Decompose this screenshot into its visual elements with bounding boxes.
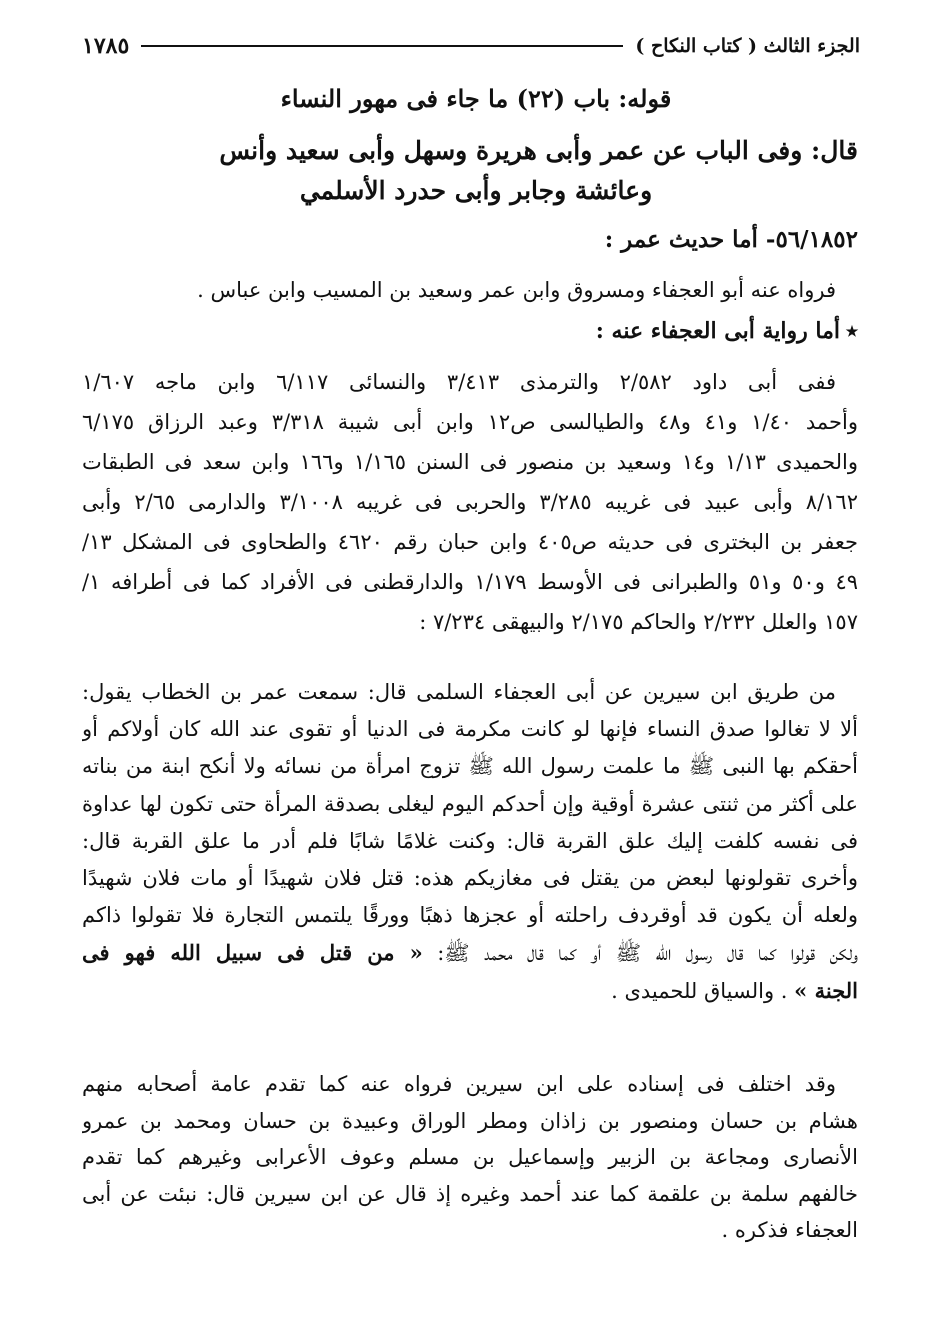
- chapter-heading: قوله: باب (٢٢) ما جاء فى مهور النساء: [280, 84, 672, 113]
- text-line: ألا لا تغالوا صدق النساء فإنها لو كانت مكرمة فى الدنيا أو تقوى عند الله كان أولاكم أو: [82, 717, 858, 742]
- references-paragraph: [82, 362, 858, 642]
- text-line: [82, 972, 858, 1009]
- text-line: خالفهم سلمة بن علقمة كما عند أحمد وغيره إذ قال عن ابن سيرين قال: نبئت عن أبى: [82, 1181, 858, 1206]
- text-line: أحقكم بها النبى ﷺ ما علمت رسول الله ﷺ تزوج امرأة من نسائه ولا أنكح ابنة من بناته: [82, 754, 858, 779]
- qal-heading-line-2: وعائشة وجابر وأبى حدرد الأسلمي: [299, 176, 653, 205]
- star-marker-icon: ٭: [846, 318, 858, 344]
- isnad-paragraph: [82, 1066, 858, 1249]
- text-line: ٤٩ و٥٠ و٥١ والطبرانى فى الأوسط ١/١٧٩ والدارقطنى فى الأفراد كما فى أطرافه ١/: [82, 570, 858, 594]
- prophetic-quote: « من قتل فى سبيل الله فهو فى: [82, 940, 423, 966]
- sub-heading: [82, 318, 858, 344]
- text-line: هشام بن حسان ومنصور بن زاذان ومطر الوراق وعبيدة بن حسان ومحمد بن عمرو: [82, 1108, 858, 1133]
- text-line: ٨/١٦٢ وأبى عبيد فى غريبه ٣/٢٨٥ والحربى فى غريبه ٣/١٠٠٨ والدارمى ٢/٦٥ وأبى: [82, 490, 858, 514]
- hadith-heading: ٥٦/١٨٥٢- أما حديث عمر :: [604, 226, 858, 253]
- text-line: وأحمد ١/٤٠ و٤١ و٤٨ والطيالسى ص١٢ وابن أبى شيبة ٣/٣١٨ وعبد الرزاق ٦/١٧٥: [82, 410, 858, 434]
- text-line: الأنصارى ومجاعة بن الزبير وإسماعيل بن مسلم وعوف الأعرابى وغيرهم كما تقدم: [82, 1145, 858, 1170]
- text-line: ولعله أن يكون قد أوقردف راحلته أو عجزها ذهبًا وورقًا يلتمس التجارة فلا تقولوا ذاكم: [82, 903, 858, 928]
- sub-heading-text: أما رواية أبى العجفاء عنه :: [595, 318, 840, 344]
- running-title: الجزء الثالث ( كتاب النكاح ): [635, 35, 860, 57]
- text-line: وقد اختلف فى إسناده على ابن سيرين فرواه عنه كما تقدم عامة أصحابه منهم: [82, 1072, 836, 1096]
- text-line: جعفر بن البخترى فى حديثه ص٤٠٥ وابن حبان رقم ٤٦٢٠ والطحاوى فى المشكل ١٣/: [82, 530, 858, 554]
- prophetic-quote-end: الجنة »: [794, 977, 858, 1003]
- page-number: ١٧٨٥: [82, 33, 130, 59]
- intro-paragraph: فرواه عنه أبو العجفاء ومسروق وابن عمر وسعيد بن المسيب وابن عباس .: [197, 278, 836, 302]
- narration-tail: . والسياق للحميدى .: [611, 978, 795, 1003]
- text-line: والحميدى ١/١٣ و١٤ وسعيد بن منصور فى السنن ١/١٦٥ و١٦٦ وابن سعد فى الطبقات: [82, 450, 858, 474]
- text-line: من طريق ابن سيرين عن أبى العجفاء السلمى قال: سمعت عمر بن الخطاب يقول:: [82, 680, 836, 704]
- narration-final-plain: ولكن قولوا كما قال رسول الله ﷺ أو كما قال محمد ﷺ:: [422, 941, 858, 966]
- header-rule: [141, 45, 623, 47]
- text-line: العجفاء فذكره .: [721, 1218, 858, 1243]
- text-line: ففى أبى داود ٢/٥٨٢ والترمذى ٣/٤١٣ والنسائى ٦/١١٧ وابن ماجه ١/٦٠٧: [82, 370, 836, 394]
- narration-paragraph: [82, 674, 858, 1009]
- running-header: [82, 26, 860, 66]
- text-line: [82, 934, 858, 971]
- text-line: على أكثر من ثنتى عشرة أوقية وإن أحدكم اليوم ليغلى بصدقة المرأة حتى تكون لها عداوة: [82, 791, 858, 816]
- text-line: وأخرى تقولونها لبعض من يقتل فى مغازيكم هذه: قتل فلان شهيدًا أو مات فلان شهيدًا: [82, 865, 858, 890]
- text-line: ١٥٧ والعلل ٢/٢٣٢ والحاكم ٢/١٧٥ والبيهقى ٧/٢٣٤ :: [419, 610, 858, 634]
- text-line: فى نفسه كلفت إليك علق القربة قال: وكنت غلامًا شابًا فلم أدر ما علق القربة قال:: [82, 828, 858, 853]
- qal-heading-line-1: قال: وفى الباب عن عمر وأبى هريرة وسهل وأبى سعيد وأنس: [219, 136, 858, 165]
